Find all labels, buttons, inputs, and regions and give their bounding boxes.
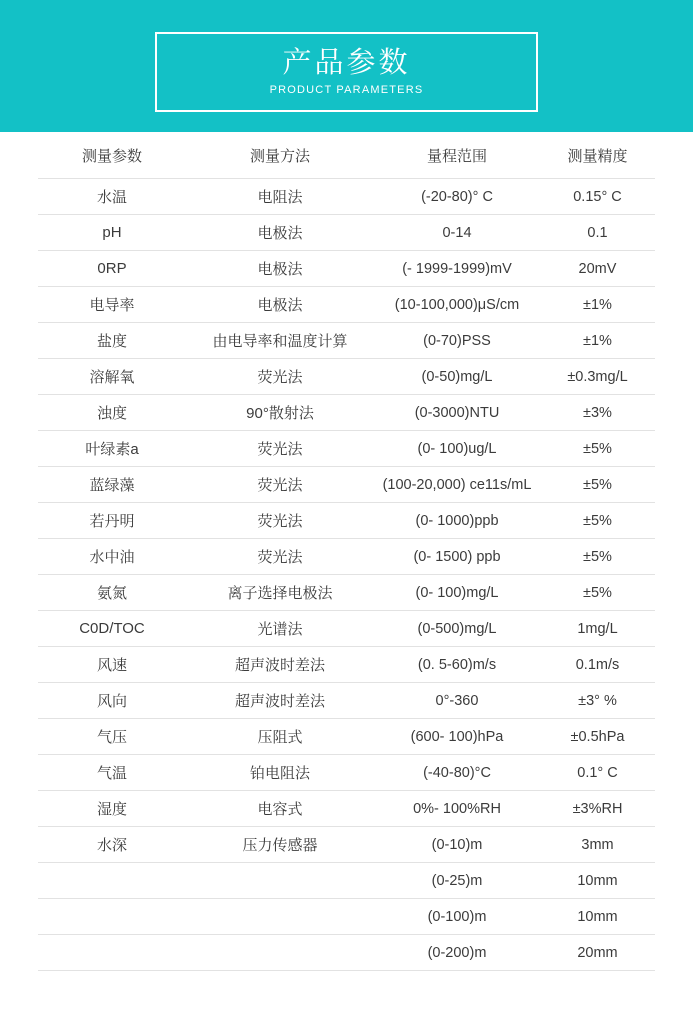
cell-parameter: [38, 935, 186, 971]
cell-accuracy: 0.1m/s: [540, 647, 655, 683]
cell-accuracy: 20mm: [540, 935, 655, 971]
cell-method: 电容式: [186, 791, 374, 827]
cell-parameter: [38, 899, 186, 935]
cell-method: 荧光法: [186, 503, 374, 539]
cell-range: (0- 100)ug/L: [374, 431, 540, 467]
cell-parameter: 气压: [38, 719, 186, 755]
table-row: [38, 647, 655, 683]
cell-parameter: 风速: [38, 647, 186, 683]
cell-parameter: pH: [38, 215, 186, 251]
cell-method: 电极法: [186, 251, 374, 287]
cell-parameter: 若丹明: [38, 503, 186, 539]
cell-accuracy: ±0.3mg/L: [540, 359, 655, 395]
cell-method: [186, 899, 374, 935]
cell-parameter: 盐度: [38, 323, 186, 359]
cell-parameter: 风向: [38, 683, 186, 719]
cell-accuracy: ±0.5hPa: [540, 719, 655, 755]
cell-accuracy: ±3%: [540, 395, 655, 431]
cell-method: 压力传感器: [186, 827, 374, 863]
cell-range: (600- 100)hPa: [374, 719, 540, 755]
cell-parameter: 水中油: [38, 539, 186, 575]
cell-method: 电极法: [186, 215, 374, 251]
page-banner: [0, 0, 693, 132]
cell-accuracy: ±3%RH: [540, 791, 655, 827]
cell-range: (0-100)m: [374, 899, 540, 935]
cell-range: (0-25)m: [374, 863, 540, 899]
table-row: [38, 827, 655, 863]
cell-range: 0-14: [374, 215, 540, 251]
cell-accuracy: ±5%: [540, 503, 655, 539]
column-header-accuracy: 测量精度: [540, 132, 655, 179]
page-subtitle: PRODUCT PARAMETERS: [269, 84, 424, 97]
table-row: [38, 359, 655, 395]
cell-accuracy: 10mm: [540, 863, 655, 899]
table-row: [38, 215, 655, 251]
cell-range: (0-10)m: [374, 827, 540, 863]
cell-method: 超声波时差法: [186, 683, 374, 719]
cell-method: 离子选择电极法: [186, 575, 374, 611]
cell-range: (0- 1000)ppb: [374, 503, 540, 539]
cell-parameter: 水温: [38, 179, 186, 215]
cell-accuracy: ±1%: [540, 287, 655, 323]
cell-accuracy: ±5%: [540, 575, 655, 611]
cell-accuracy: 10mm: [540, 899, 655, 935]
cell-parameter: 蓝绿藻: [38, 467, 186, 503]
table-row: [38, 755, 655, 791]
cell-accuracy: ±5%: [540, 467, 655, 503]
table-row: [38, 935, 655, 971]
cell-parameter: 水深: [38, 827, 186, 863]
cell-parameter: 电导率: [38, 287, 186, 323]
cell-method: 荧光法: [186, 431, 374, 467]
cell-range: (0. 5-60)m/s: [374, 647, 540, 683]
cell-accuracy: 0.15° C: [540, 179, 655, 215]
table-row: [38, 323, 655, 359]
cell-parameter: C0D/TOC: [38, 611, 186, 647]
table-row: [38, 431, 655, 467]
table-header-row: [38, 132, 655, 179]
cell-parameter: 气温: [38, 755, 186, 791]
cell-method: 光谱法: [186, 611, 374, 647]
cell-accuracy: ±3° %: [540, 683, 655, 719]
cell-method: 电极法: [186, 287, 374, 323]
table-row: [38, 251, 655, 287]
cell-accuracy: 3mm: [540, 827, 655, 863]
cell-method: 电阻法: [186, 179, 374, 215]
cell-range: (0- 1500) ppb: [374, 539, 540, 575]
column-header-range: 量程范围: [374, 132, 540, 179]
cell-method: 由电导率和温度计算: [186, 323, 374, 359]
cell-method: 荧光法: [186, 539, 374, 575]
cell-parameter: 氨氮: [38, 575, 186, 611]
cell-method: 荧光法: [186, 359, 374, 395]
table-row: [38, 467, 655, 503]
table-row: [38, 575, 655, 611]
table-row: [38, 395, 655, 431]
table-row: [38, 539, 655, 575]
cell-range: (-20-80)° C: [374, 179, 540, 215]
cell-range: (0-70)PSS: [374, 323, 540, 359]
cell-range: (0- 100)mg/L: [374, 575, 540, 611]
banner-frame: [155, 32, 538, 112]
table-row: [38, 179, 655, 215]
cell-range: 0%- 100%RH: [374, 791, 540, 827]
table-body: [38, 179, 655, 971]
cell-method: 90°散射法: [186, 395, 374, 431]
table-row: [38, 503, 655, 539]
cell-parameter: 溶解氧: [38, 359, 186, 395]
table-row: [38, 863, 655, 899]
cell-parameter: 浊度: [38, 395, 186, 431]
cell-method: [186, 863, 374, 899]
cell-range: (10-100,000)μS/cm: [374, 287, 540, 323]
cell-accuracy: ±5%: [540, 431, 655, 467]
cell-range: (0-500)mg/L: [374, 611, 540, 647]
cell-parameter: 0RP: [38, 251, 186, 287]
column-header-parameter: 测量参数: [38, 132, 186, 179]
cell-range: (-40-80)°C: [374, 755, 540, 791]
cell-range: (- 1999-1999)mV: [374, 251, 540, 287]
cell-accuracy: 0.1: [540, 215, 655, 251]
cell-range: (100-20,000) ce11s/mL: [374, 467, 540, 503]
column-header-method: 测量方法: [186, 132, 374, 179]
cell-method: 压阻式: [186, 719, 374, 755]
table-row: [38, 287, 655, 323]
cell-parameter: [38, 863, 186, 899]
cell-range: (0-3000)NTU: [374, 395, 540, 431]
cell-parameter: 湿度: [38, 791, 186, 827]
cell-accuracy: ±1%: [540, 323, 655, 359]
cell-parameter: 叶绿素a: [38, 431, 186, 467]
cell-method: [186, 935, 374, 971]
cell-accuracy: 0.1° C: [540, 755, 655, 791]
table-row: [38, 791, 655, 827]
cell-method: 荧光法: [186, 467, 374, 503]
table-header: [38, 132, 655, 179]
parameters-table: [38, 132, 655, 971]
cell-method: 铂电阻法: [186, 755, 374, 791]
cell-accuracy: ±5%: [540, 539, 655, 575]
cell-method: 超声波时差法: [186, 647, 374, 683]
cell-accuracy: 1mg/L: [540, 611, 655, 647]
table-row: [38, 683, 655, 719]
page-title: 产品参数: [282, 46, 411, 79]
table-row: [38, 899, 655, 935]
cell-range: (0-50)mg/L: [374, 359, 540, 395]
cell-range: 0°-360: [374, 683, 540, 719]
cell-range: (0-200)m: [374, 935, 540, 971]
parameters-table-wrap: [0, 132, 693, 971]
cell-accuracy: 20mV: [540, 251, 655, 287]
table-row: [38, 719, 655, 755]
table-row: [38, 611, 655, 647]
